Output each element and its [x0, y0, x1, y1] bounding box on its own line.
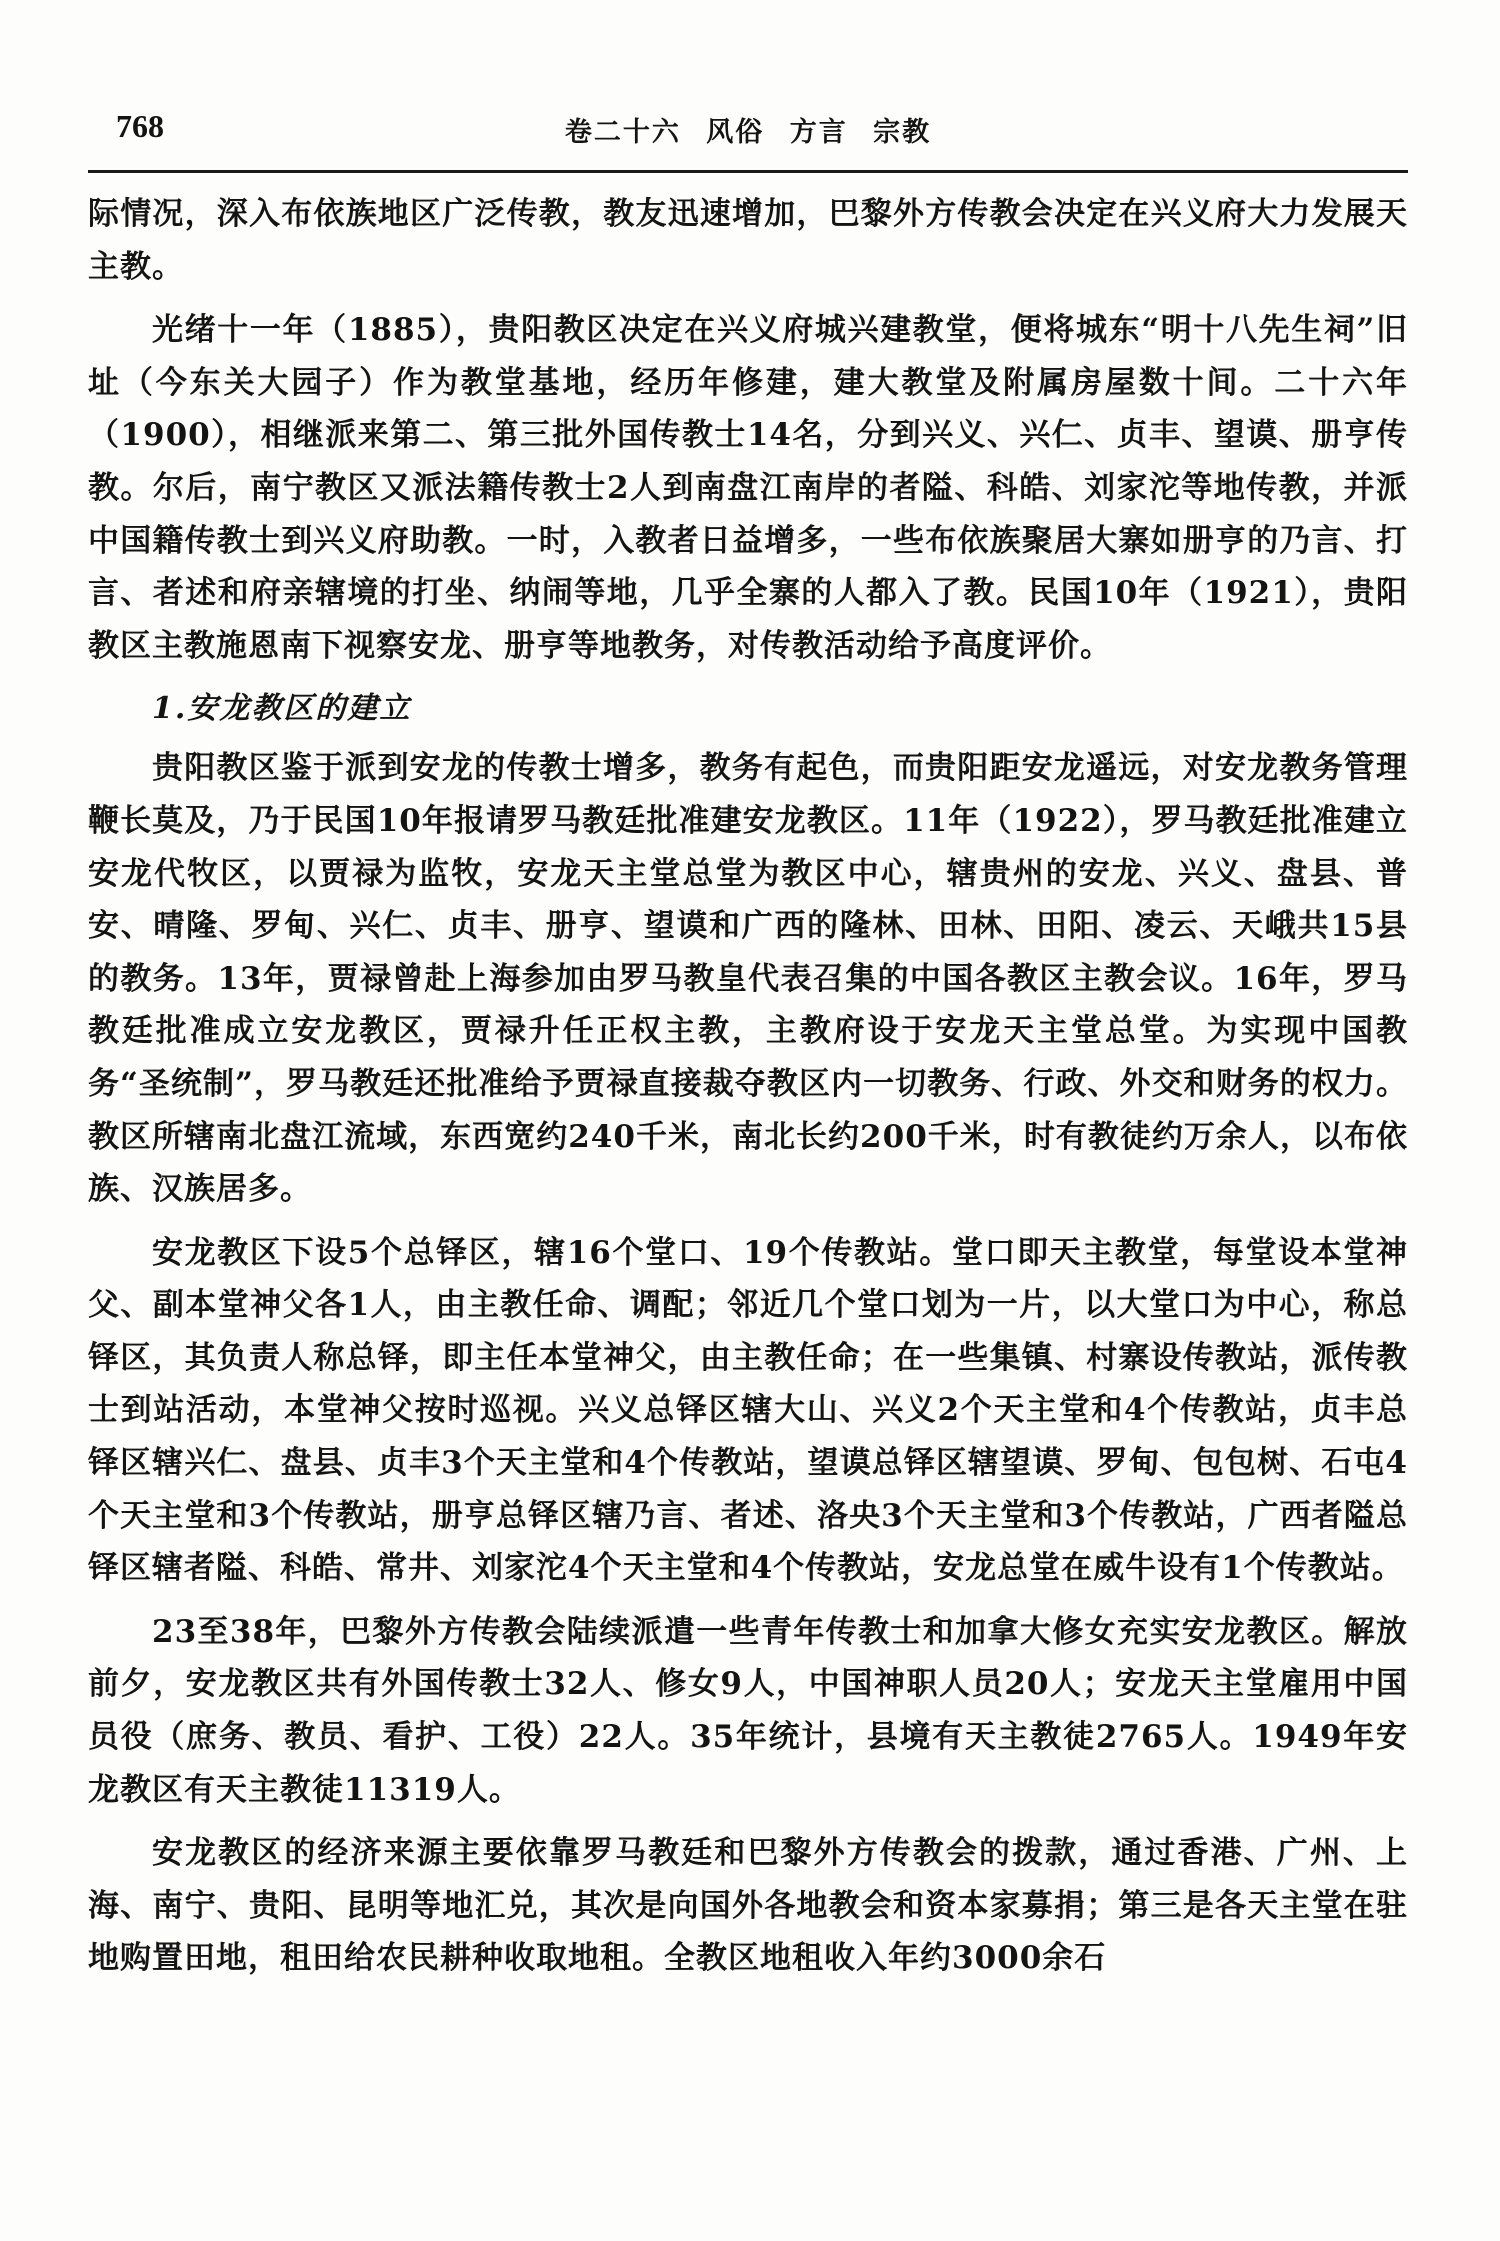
- body-text: [88, 188, 1408, 1996]
- header-rule: [88, 170, 1408, 173]
- paragraph-xingyi-church: 光绪十一年（1885），贵阳教区决定在兴义府城兴建教堂，便将城东“明十八先生祠”旧址（今东关大园子）作为教堂基地，经历年修建，建大教堂及附属房屋数十间。二十六年（1900），相继派来第二、第三批外国传教士14名，分到兴义、兴仁、贞丰、望谟、册亨传教。尔后，南宁教区又派法籍传教士2人到南盘江南岸的者隘、科皓、刘家沱等地传教，并派中国籍传教士到兴义府助教。一时，入教者日益增多，一些布依族聚居大寨如册亨的乃言、打言、者述和府亲辖境的打坐、纳闹等地，几乎全寨的人都入了教。民国10年（1921），贵阳教区主教施恩南下视察安龙、册亨等地教务，对传教活动给予高度评价。: [88, 312, 1408, 664]
- paragraph-continuation: 际情况，深入布依族地区广泛传教，教友迅速增加，巴黎外方传教会决定在兴义府大力发展天主教。: [88, 196, 1408, 285]
- page-number: 768: [116, 108, 164, 144]
- paragraph-deaneries: 安龙教区下设5个总铎区，辖16个堂口、19个传教站。堂口即天主教堂，每堂设本堂神父、副本堂神父各1人，由主教任命、调配；邻近几个堂口划为一片，以大堂口为中心，称总铎区，其负责人称总铎，即主任本堂神父，由主教任命；在一些集镇、村寨设传教站，派传教士到站活动，本堂神父按时巡视。兴义总铎区辖大山、兴义2个天主堂和4个传教站，贞丰总铎区辖兴仁、盘县、贞丰3个天主堂和4个传教站，望谟总铎区辖望谟、罗甸、包包树、石屯4个天主堂和3个传教站，册亨总铎区辖乃言、者述、洛央3个天主堂和3个传教站，广西者隘总铎区辖者隘、科皓、常井、刘家沱4个天主堂和4个传教站，安龙总堂在威牛设有1个传教站。: [88, 1234, 1408, 1587]
- paragraph-finances: 安龙教区的经济来源主要依靠罗马教廷和巴黎外方传教会的拨款，通过香港、广州、上海、南宁、贵阳、昆明等地汇兑，其次是向国外各地教会和资本家募捐；第三是各天主堂在驻地购置田地，租田给农民耕种收取地租。全教区地租收入年约3000余石: [88, 1835, 1408, 1977]
- paragraph-missionaries: 23至38年，巴黎外方传教会陆续派遣一些青年传教士和加拿大修女充实安龙教区。解放前夕，安龙教区共有外国传教士32人、修女9人，中国神职人员20人；安龙天主堂雇用中国员役（庶务、教员、看护、工役）22人。35年统计，县境有天主教徒2765人。1949年安龙教区有天主教徒11319人。: [88, 1613, 1408, 1808]
- running-head: 卷二十六 风俗 方言 宗教: [564, 117, 932, 148]
- paragraph-diocese-founding: 贵阳教区鉴于派到安龙的传教士增多，教务有起色，而贵阳距安龙遥远，对安龙教务管理鞭长莫及，乃于民国10年报请罗马教廷批准建安龙教区。11年（1922），罗马教廷批准建立安龙代牧区，以贾禄为监牧，安龙天主堂总堂为教区中心，辖贵州的安龙、兴义、盘县、普安、晴隆、罗甸、兴仁、贞丰、册亨、望谟和广西的隆林、田林、田阳、凌云、天峨共15县的教务。13年，贾禄曾赴上海参加由罗马教皇代表召集的中国各教区主教会议。16年，罗马教廷批准成立安龙教区，贾禄升任正权主教，主教府设于安龙天主堂总堂。为实现中国教务“圣统制”，罗马教廷还批准给予贾禄直接裁夺教区内一切教务、行政、外交和财务的权力。教区所辖南北盘江流域，东西宽约240千米，南北长约200千米，时有教徒约万余人，以布依族、汉族居多。: [88, 750, 1408, 1208]
- section-heading-anlong-diocese: 1.安龙教区的建立: [152, 691, 412, 727]
- page-header: [88, 100, 1408, 160]
